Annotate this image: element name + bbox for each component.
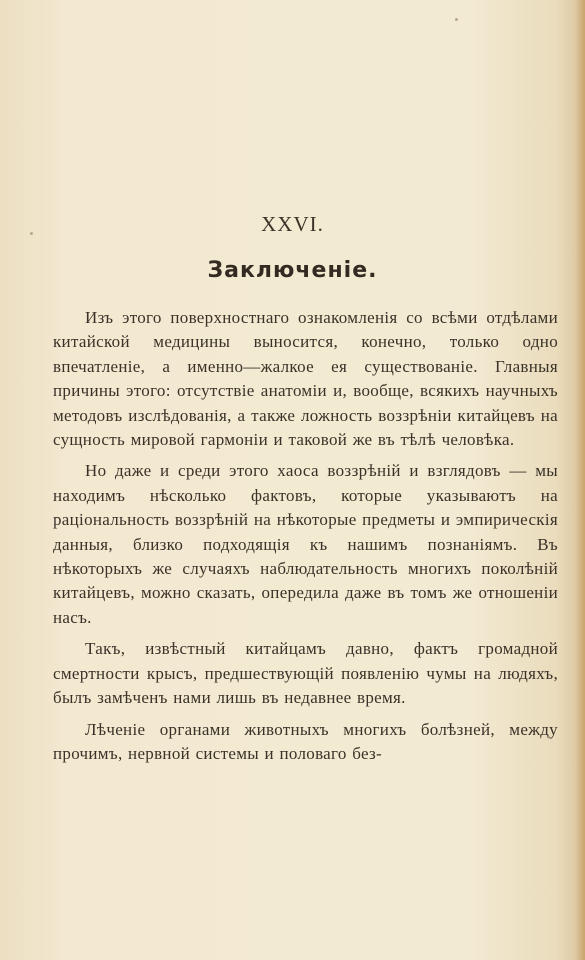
paper-speck [455, 18, 458, 21]
paragraph: Такъ, извѣстный китайцамъ давно, фактъ громадной смертности крысъ, предшествующій появленію чумы на людяхъ, былъ замѣченъ нами лишь въ недавнее время. [53, 639, 558, 708]
chapter-title: Заключеніе. [207, 258, 378, 283]
chapter-number: XXVI. [261, 212, 324, 236]
chapter-body [53, 306, 558, 773]
paragraph: Но даже и среди этого хаоса воззрѣній и взглядовъ — мы находимъ нѣсколько фактовъ, которые указываютъ на раціональность воззрѣній на нѣкоторые предметы и эмпирическія данныя, близко подходящія къ нашимъ познаніямъ. Въ нѣкоторыхъ же случаяхъ наблюдательность многихъ поколѣній китайцевъ, можно сказать, опередила даже въ томъ же отношеніи насъ. [53, 461, 558, 627]
paragraph: Лѣченіе органами животныхъ многихъ болѣзней, между прочимъ, нервной системы и половаго без- [53, 719, 558, 763]
page-edge-shadow [575, 0, 585, 960]
paragraph: Изъ этого поверхностнаго ознакомленія со всѣми отдѣлами китайской медицины выносится, конечно, только одно впечатленіе, а именно—жалкое ея существованіе. Главныя причины этого: отсутствіе анатоміи и, вообще, всякихъ научныхъ методовъ изслѣдованія, а также ложность воззрѣніи китайцевъ на сущность мировой гармоніи и таковой же въ тѣлѣ человѣка. [53, 308, 558, 450]
